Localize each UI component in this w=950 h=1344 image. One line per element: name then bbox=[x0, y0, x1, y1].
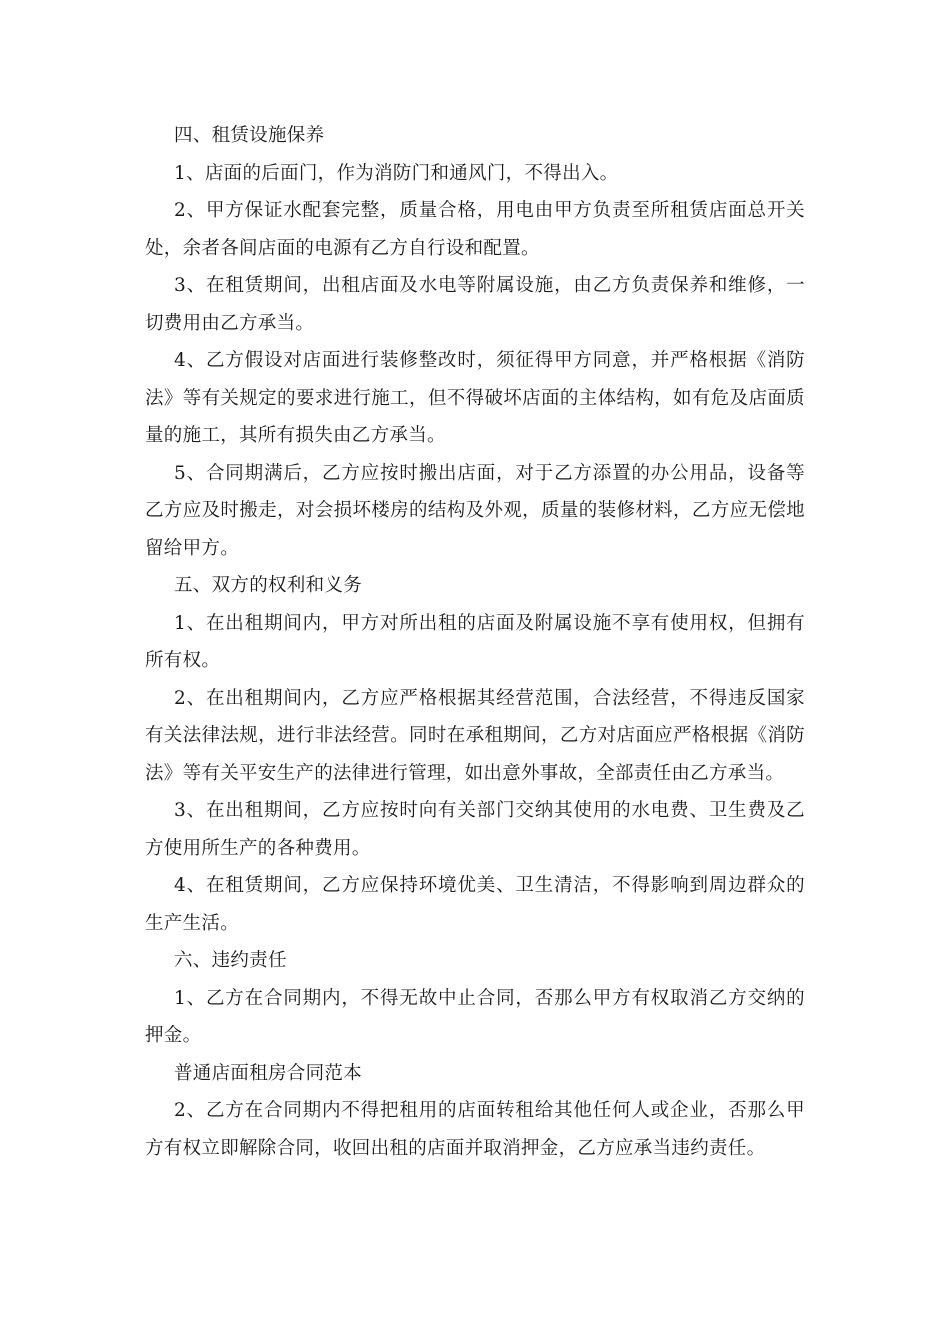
paragraph: 1、店面的后面门，作为消防门和通风门，不得出入。 bbox=[174, 162, 619, 184]
paragraph: 4、在租赁期间，乙方应保持环境优美、卫生清洁，不得影响到周边群众的生产生活。 bbox=[145, 875, 805, 934]
section-heading-rights-obligations: 五、双方的权利和义务 bbox=[174, 575, 363, 596]
paragraph: 2、甲方保证水配套完整，质量合格，用电由甲方负责至所租赁店面总开关处，余者各间店面的电源有乙方自行设和配置。 bbox=[145, 200, 805, 259]
paragraph: 1、在出租期间内，甲方对所出租的店面及附属设施不享有使用权，但拥有所有权。 bbox=[145, 612, 805, 671]
paragraph: 2、在出租期间内，乙方应严格根据其经营范围，合法经营，不得违反国家有关法律法规，进行非法经营。同时在承租期间，乙方对店面应严格根据《消防法》等有关平安生产的法律进行管理，如出意外事故，全部责任由乙方承当。 bbox=[145, 687, 805, 784]
paragraph: 3、在出租期间，乙方应按时向有关部门交纳其使用的水电费、卫生费及乙方使用所生产的各种费用。 bbox=[145, 800, 805, 859]
paragraph: 2、乙方在合同期内不得把租用的店面转租给其他任何人或企业，否那么甲方有权立即解除合同，收回出租的店面并取消押金，乙方应承当违约责任。 bbox=[145, 1100, 805, 1159]
paragraph: 5、合同期满后，乙方应按时搬出店面，对于乙方添置的办公用品，设备等乙方应及时搬走，对会损坏楼房的结构及外观，质量的装修材料，乙方应无偿地留给甲方。 bbox=[145, 462, 805, 559]
section-heading-facility-maintenance: 四、租赁设施保养 bbox=[174, 125, 325, 146]
paragraph: 1、乙方在合同期内，不得无故中止合同，否那么甲方有权取消乙方交纳的押金。 bbox=[145, 987, 805, 1046]
paragraph: 4、乙方假设对店面进行装修整改时，须征得甲方同意，并严格根据《消防法》等有关规定的要求进行施工，但不得破坏店面的主体结构，如有危及店面质量的施工，其所有损失由乙方承当。 bbox=[145, 350, 805, 446]
paragraph: 3、在租赁期间，出租店面及水电等附属设施，由乙方负责保养和维修，一切费用由乙方承当。 bbox=[145, 275, 805, 334]
section-heading-breach-liability: 六、违约责任 bbox=[174, 950, 287, 971]
inline-title: 普通店面租房合同范本 bbox=[174, 1062, 363, 1084]
document-body bbox=[145, 117, 805, 1167]
